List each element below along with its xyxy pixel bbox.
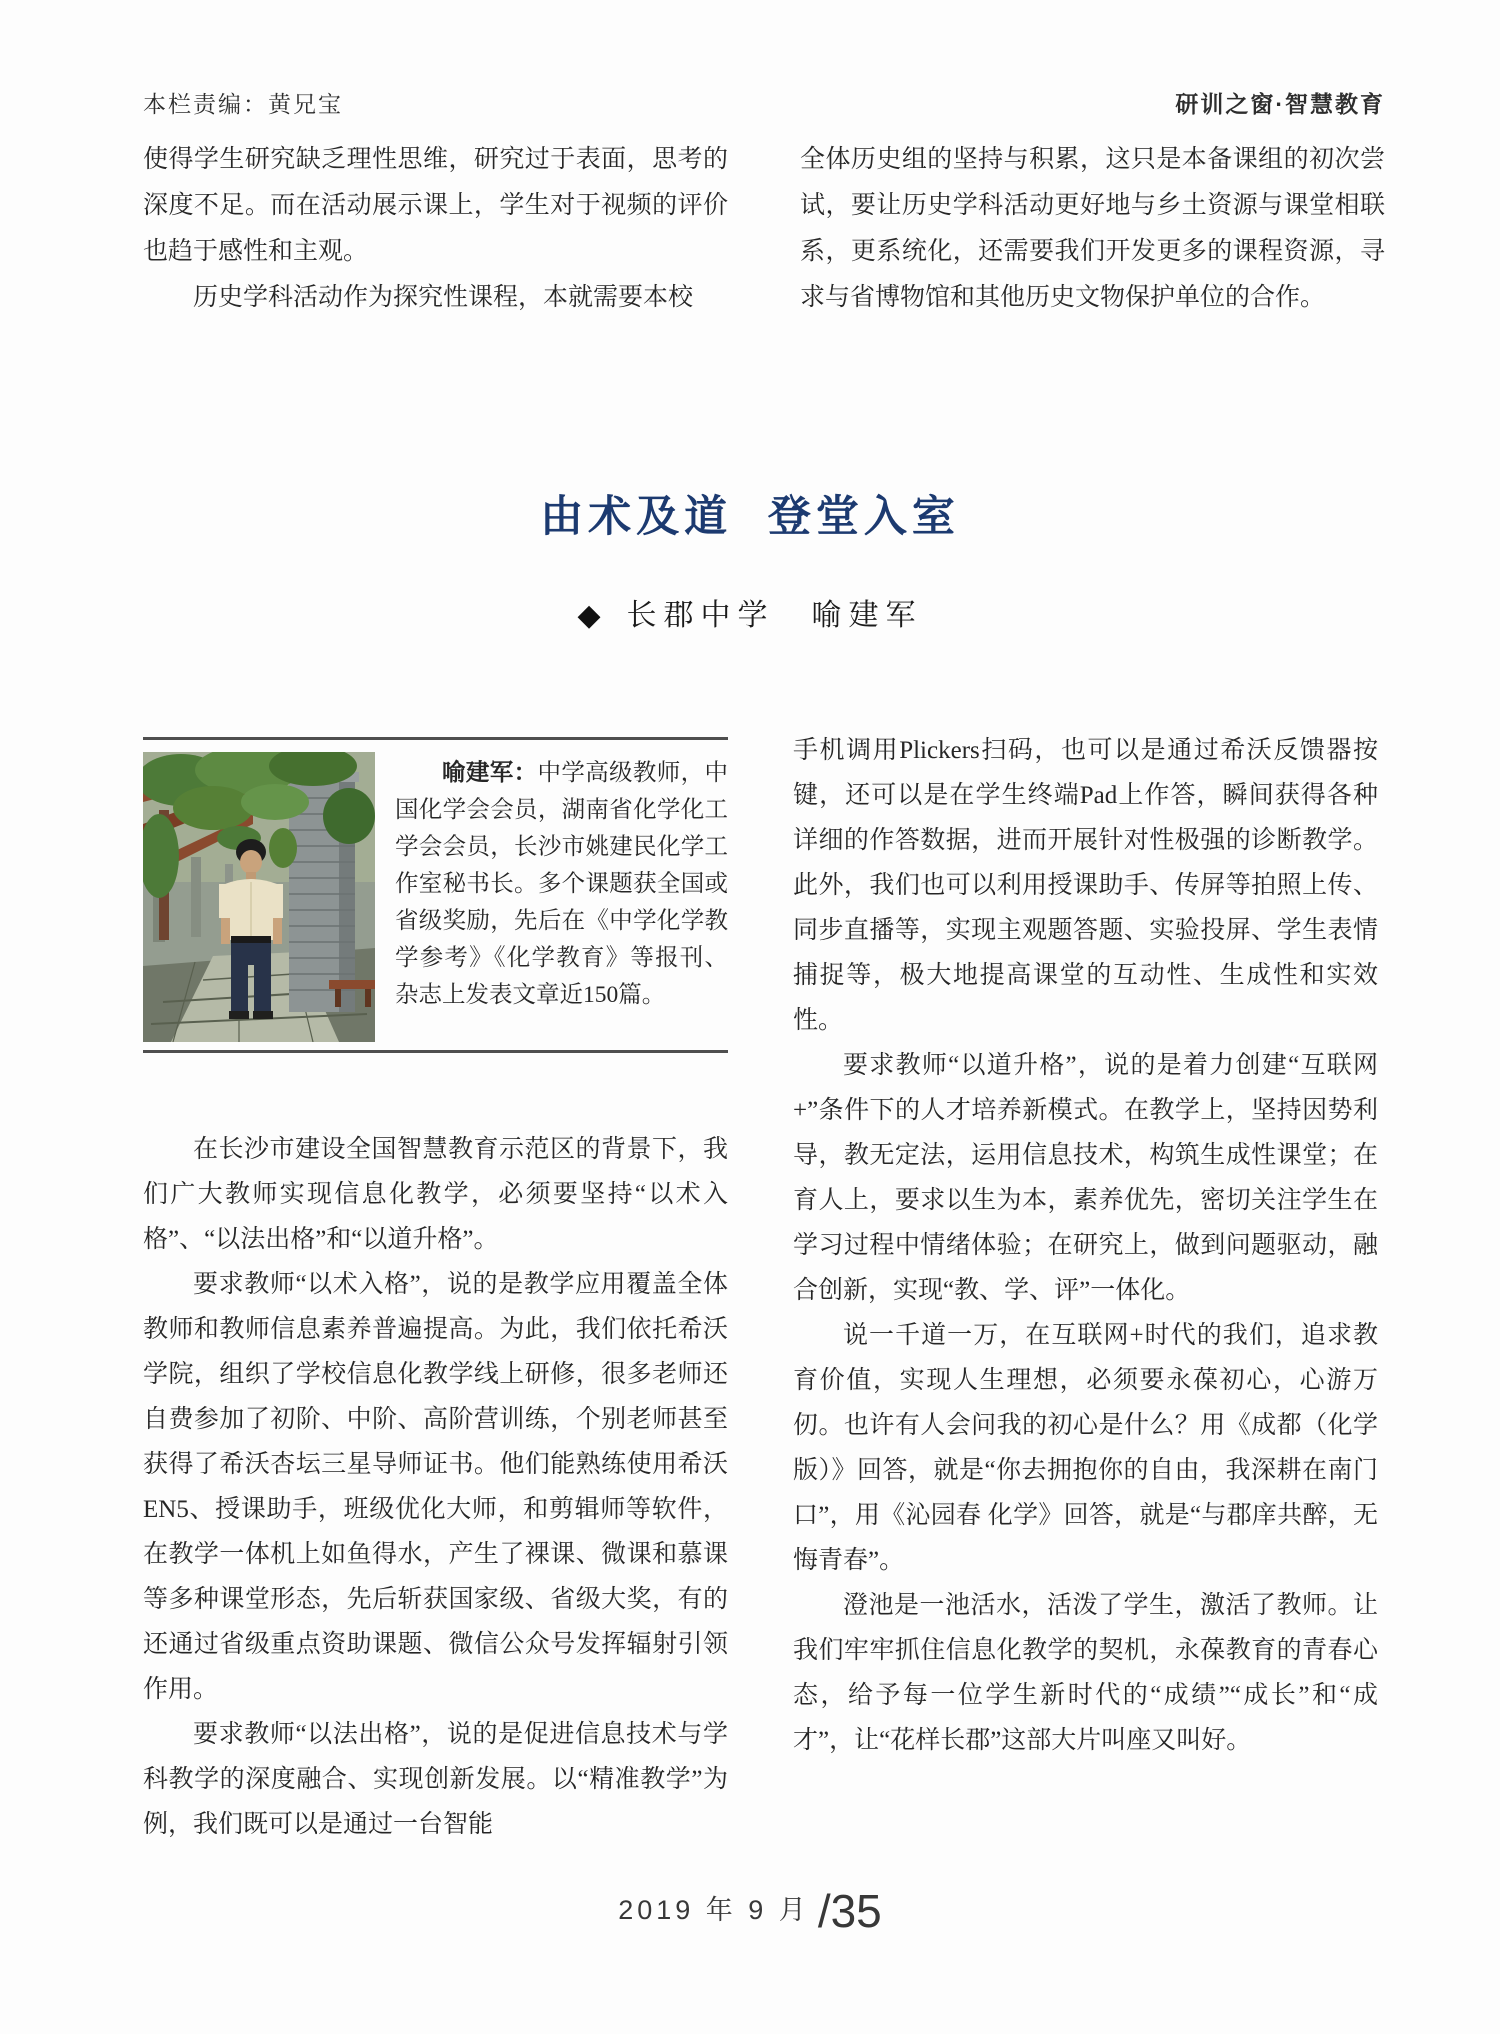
page-footer (0, 1884, 1500, 1938)
bio-body-text: 中学高级教师，中国化学会会员，湖南省化学化工学会会员，长沙市姚建民化学工作室秘书长。多个课题获全国或省级奖励，先后在《中学化学教学参考》《化学教育》等报刊、杂志上发表文章近150篇。 (395, 760, 729, 1008)
body-paragraph: 手机调用Plickers扫码，也可以是通过希沃反馈器按键，还可以是在学生终端Pad上作答，瞬间获得各种详细的作答数据，进而开展针对性极强的诊断教学。此外，我们也可以利用授课助手、传屏等拍照上传、同步直播等，实现主观题答题、实验投屏、学生表情捕捉等，极大地提高课堂的互动性、生成性和实效性。 (793, 737, 1378, 1034)
byline (0, 598, 1500, 634)
body-paragraph: 说一千道一万，在互联网+时代的我们，追求教育价值，实现人生理想，必须要永葆初心，心游万仞。也许有人会问我的初心是什么？用《成都（化学版）》回答，就是“你去拥抱你的自由，我深耕在南门口”，用《沁园春 化学》回答，就是“与郡庠共醉，无悔青春”。 (793, 1322, 1378, 1574)
body-paragraph: 要求教师“以道升格”，说的是着力创建“互联网+”条件下的人才培养新模式。在教学上，坚持因势利导，教无定法，运用信息技术，构筑生成性课堂；在育人上，要求以生为本，素养优先，密切关注学生在学习过程中情绪体验；在研究上，做到问题驱动，融合创新，实现“教、学、评”一体化。 (793, 1052, 1378, 1304)
top-article-paragraph: 历史学科活动作为探究性课程，本就需要本校 (193, 284, 694, 311)
top-article-paragraph: 使得学生研究缺乏理性思维，研究过于表面，思考的深度不足。而在活动展示课上，学生对于视频的评价也趋于感性和主观。 (143, 146, 728, 265)
article-title: 由术及道 登堂入室 (540, 494, 960, 541)
footer-page-number: /35 (817, 1885, 882, 1937)
diamond-icon: ◆ (577, 599, 601, 632)
top-article-paragraph: 全体历史组的坚持与积累，这只是本备课组的初次尝试，要让历史学科活动更好地与乡土资源与课堂相联系，更系统化，还需要我们开发更多的课程资源，寻求与省博物馆和其他历史文物保护单位的合作。 (800, 146, 1385, 311)
portrait-photo (143, 752, 375, 1042)
body-paragraph: 在长沙市建设全国智慧教育示范区的背景下，我们广大教师实现信息化教学，必须要坚持“以术入格”、“以法出格”和“以道升格”。 (143, 1136, 728, 1253)
top-article-right-column (800, 137, 1385, 321)
body-paragraph: 澄池是一池活水，活泼了学生，激活了教师。让我们牢牢抓住信息化教学的契机，永葆教育的青春心态，给予每一位学生新时代的“成绩”“成长”和“成才”，让“花样长郡”这部大片叫座又叫好。 (793, 1592, 1378, 1754)
bio-paragraph (395, 754, 728, 1014)
body-paragraph: 要求教师“以法出格”，说的是促进信息技术与学科教学的深度融合、实现创新发展。以“精准教学”为例，我们既可以是通过一台智能 (143, 1721, 728, 1838)
body-paragraph: 要求教师“以术入格”，说的是教学应用覆盖全体教师和教师信息素养普遍提高。为此，我们依托希沃学院，组织了学校信息化教学线上研修，很多老师还自费参加了初阶、中阶、高阶营训练，个别老师甚至获得了希沃杏坛三星导师证书。他们能熟练使用希沃EN5、授课助手，班级优化大师，和剪辑师等软件，在教学一体机上如鱼得水，产生了裸课、微课和慕课等多种课堂形态，先后斩获国家级、省级大奖，有的还通过省级重点资助课题、微信公众号发挥辐射引领作用。 (143, 1271, 728, 1703)
header-editor-note: 本栏责编：黄兄宝 (143, 91, 343, 117)
author-bio-section (143, 737, 728, 1053)
body-right-column (793, 728, 1378, 1763)
header-section-title: 研训之窗·智慧教育 (1175, 91, 1385, 117)
top-article-left-column (143, 137, 728, 321)
footer-date: 2019 年 9 月 (618, 1895, 810, 1925)
bio-author-name: 喻建军： (442, 759, 538, 785)
byline-text: 长郡中学 喻建军 (626, 599, 923, 632)
body-left-column (143, 1127, 728, 1847)
top-article (143, 137, 1385, 321)
